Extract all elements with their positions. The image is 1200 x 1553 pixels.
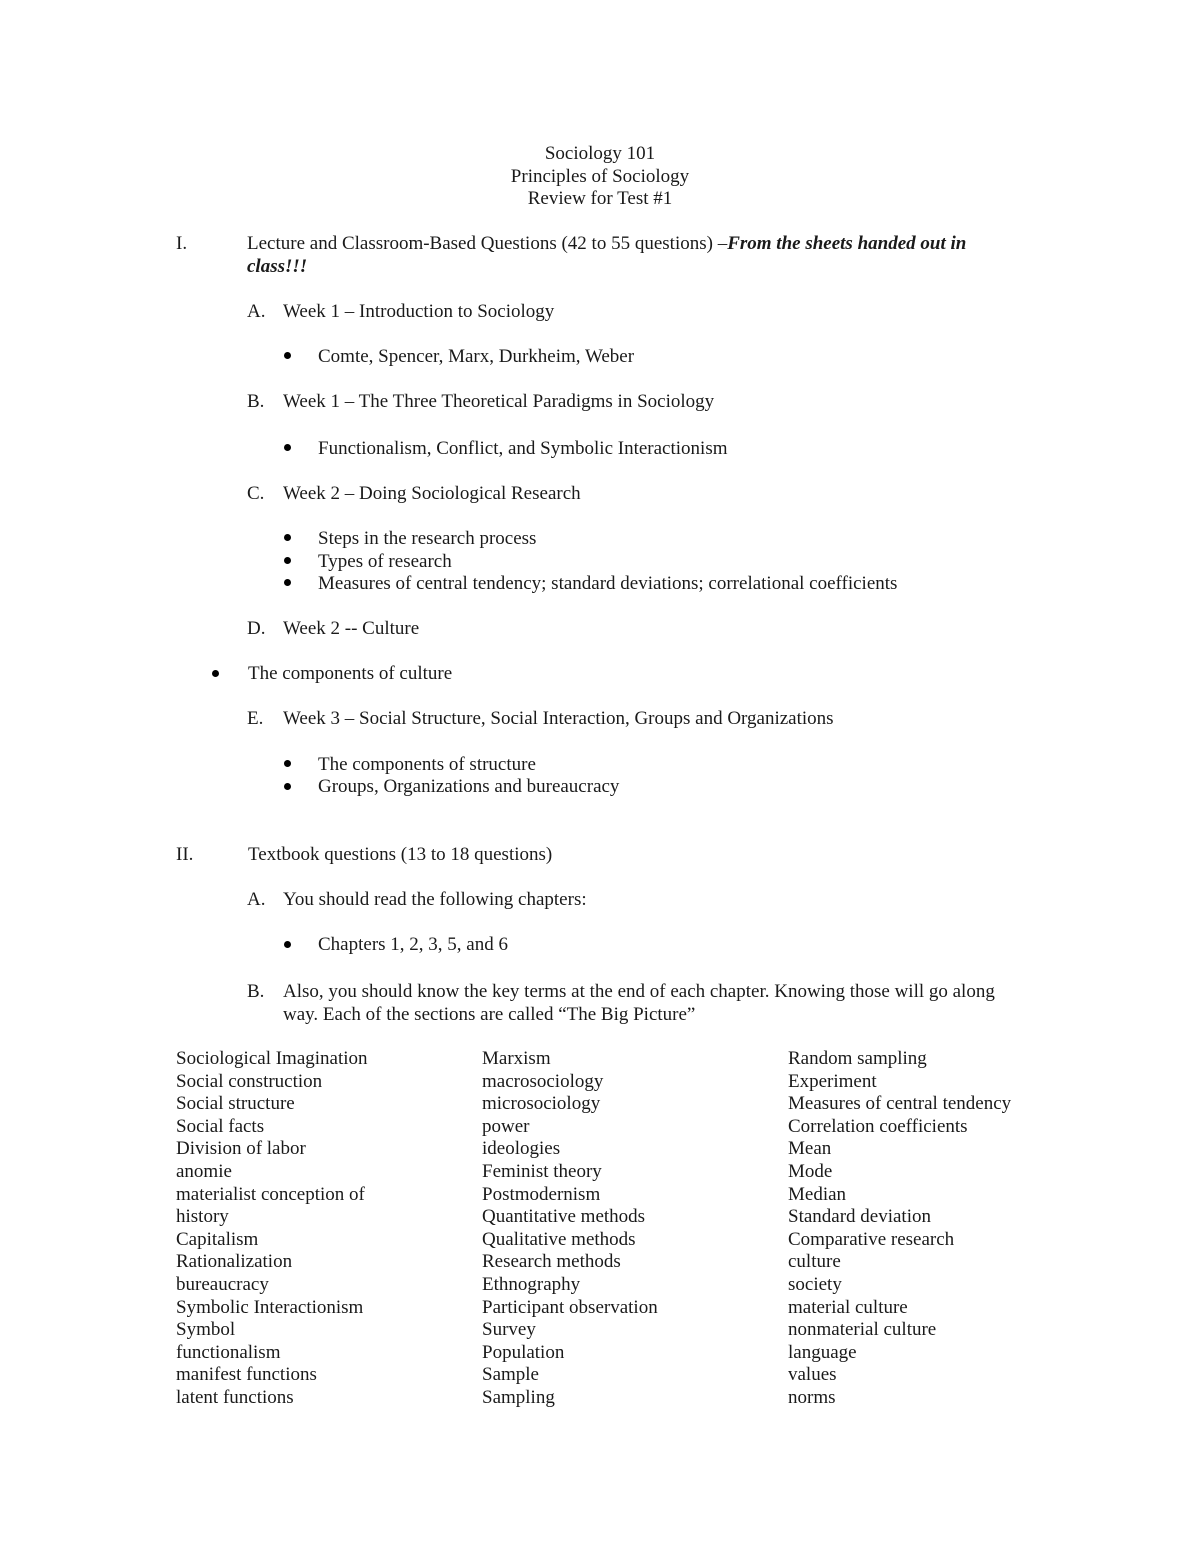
key-term: Research methods (482, 1251, 621, 1273)
outline-letter: A. (247, 301, 266, 322)
key-term: Sampling (482, 1386, 555, 1408)
key-term: Participant observation (482, 1296, 658, 1318)
bullet-item: The components of structure (318, 754, 536, 775)
outline-letter: E. (247, 708, 264, 729)
key-term: Quantitative methods (482, 1206, 646, 1228)
key-term: bureaucracy (176, 1273, 269, 1295)
outline-item-title: Week 3 – Social Structure, Social Interaction, Groups and Organizations (283, 708, 834, 729)
key-term: anomie (176, 1160, 232, 1182)
outline-item-title: Week 1 – The Three Theoretical Paradigms in Sociology (283, 391, 715, 412)
key-term: Feminist theory (482, 1160, 602, 1182)
key-term: microsociology (482, 1093, 601, 1115)
outline-item-title: Also, you should know the key terms at the end of each chapter. Knowing those will go along (283, 981, 995, 1002)
bullet-item: Groups, Organizations and bureaucracy (318, 776, 620, 797)
key-term: nonmaterial culture (788, 1319, 937, 1341)
key-term: Measures of central tendency (788, 1093, 1012, 1115)
bullet-icon (284, 783, 291, 790)
key-term: functionalism (176, 1341, 281, 1363)
key-term: Standard deviation (788, 1206, 931, 1228)
outline-letter: C. (247, 483, 265, 504)
key-term: Postmodernism (482, 1183, 601, 1205)
section-heading-emphasis-continued: class!!! (247, 256, 308, 277)
bullet-icon (284, 557, 291, 564)
key-term: Marxism (482, 1048, 551, 1069)
bullet-icon (284, 534, 291, 541)
bullet-item: Functionalism, Conflict, and Symbolic Interactionism (318, 438, 728, 459)
key-term: norms (788, 1386, 836, 1408)
key-term: Ethnography (482, 1273, 581, 1295)
key-term: macrosociology (482, 1070, 604, 1092)
key-term: Random sampling (788, 1048, 927, 1069)
bullet-icon (284, 352, 291, 359)
outline-letter: B. (247, 981, 265, 1002)
key-term: Symbolic Interactionism (176, 1296, 364, 1318)
bullet-item: Measures of central tendency; standard deviations; correlational coefficients (318, 573, 898, 594)
document-subtitle: Review for Test #1 (527, 188, 673, 209)
key-term: materialist conception of (176, 1183, 365, 1205)
key-term: Social structure (176, 1093, 295, 1115)
key-term: manifest functions (176, 1364, 317, 1386)
key-term: Sociological Imagination (176, 1048, 368, 1069)
key-term: Social facts (176, 1115, 265, 1137)
outline-letter: A. (247, 889, 266, 910)
key-term: history (176, 1206, 229, 1228)
key-term: Experiment (788, 1070, 877, 1092)
key-term: Comparative research (788, 1228, 955, 1250)
bullet-item: Comte, Spencer, Marx, Durkheim, Weber (318, 346, 635, 367)
key-term: Capitalism (176, 1228, 259, 1250)
bullet-item: The components of culture (248, 663, 453, 684)
section-numeral: I. (176, 233, 188, 254)
outline-item-title: Week 1 – Introduction to Sociology (283, 301, 555, 322)
key-term: ideologies (482, 1138, 561, 1160)
bullet-item: Steps in the research process (318, 528, 537, 549)
outline-letter: B. (247, 391, 265, 412)
key-term: Social construction (176, 1070, 323, 1092)
key-term: culture (788, 1251, 841, 1273)
key-term: Median (788, 1183, 847, 1205)
key-term: power (482, 1115, 530, 1137)
bullet-icon (212, 670, 219, 677)
key-term: Correlation coefficients (788, 1115, 968, 1137)
key-term: Mean (788, 1138, 832, 1160)
section-heading-emphasis: From the sheets handed out in (727, 233, 967, 254)
bullet-icon (284, 760, 291, 767)
document-title: Principles of Sociology (510, 166, 690, 187)
course-title: Sociology 101 (544, 143, 656, 164)
key-term: Survey (482, 1319, 536, 1341)
key-terms-column-2 (482, 1048, 658, 1410)
section-numeral: II. (176, 844, 194, 865)
key-term: Mode (788, 1160, 833, 1182)
key-term: Sample (482, 1364, 539, 1386)
bullet-item: Types of research (318, 551, 452, 572)
key-term: Qualitative methods (482, 1228, 636, 1250)
key-term: Division of labor (176, 1138, 306, 1160)
outline-letter: D. (247, 618, 266, 639)
section-heading-text: Lecture and Classroom-Based Questions (42 to 55 questions) – (247, 233, 728, 254)
key-term: Rationalization (176, 1251, 293, 1273)
bullet-icon (284, 941, 291, 948)
key-terms-column-3 (788, 1048, 1011, 1410)
outline-item-title-continued: way. Each of the sections are called “The Big Picture” (283, 1004, 696, 1025)
bullet-icon (284, 579, 291, 586)
key-term: material culture (788, 1296, 908, 1318)
key-term: society (788, 1273, 842, 1295)
outline-item-title: You should read the following chapters: (283, 889, 587, 910)
key-terms-column-1 (176, 1048, 368, 1410)
section-heading: Textbook questions (13 to 18 questions) (248, 844, 553, 865)
key-term: values (788, 1364, 837, 1386)
section-heading (247, 232, 966, 255)
key-term: Symbol (176, 1319, 236, 1341)
bullet-icon (284, 444, 291, 451)
key-term: language (788, 1341, 857, 1363)
outline-item-title: Week 2 – Doing Sociological Research (283, 483, 581, 504)
bullet-item: Chapters 1, 2, 3, 5, and 6 (318, 934, 508, 955)
key-term: latent functions (176, 1386, 294, 1408)
key-term: Population (482, 1341, 565, 1363)
outline-item-title: Week 2 -- Culture (283, 618, 420, 639)
